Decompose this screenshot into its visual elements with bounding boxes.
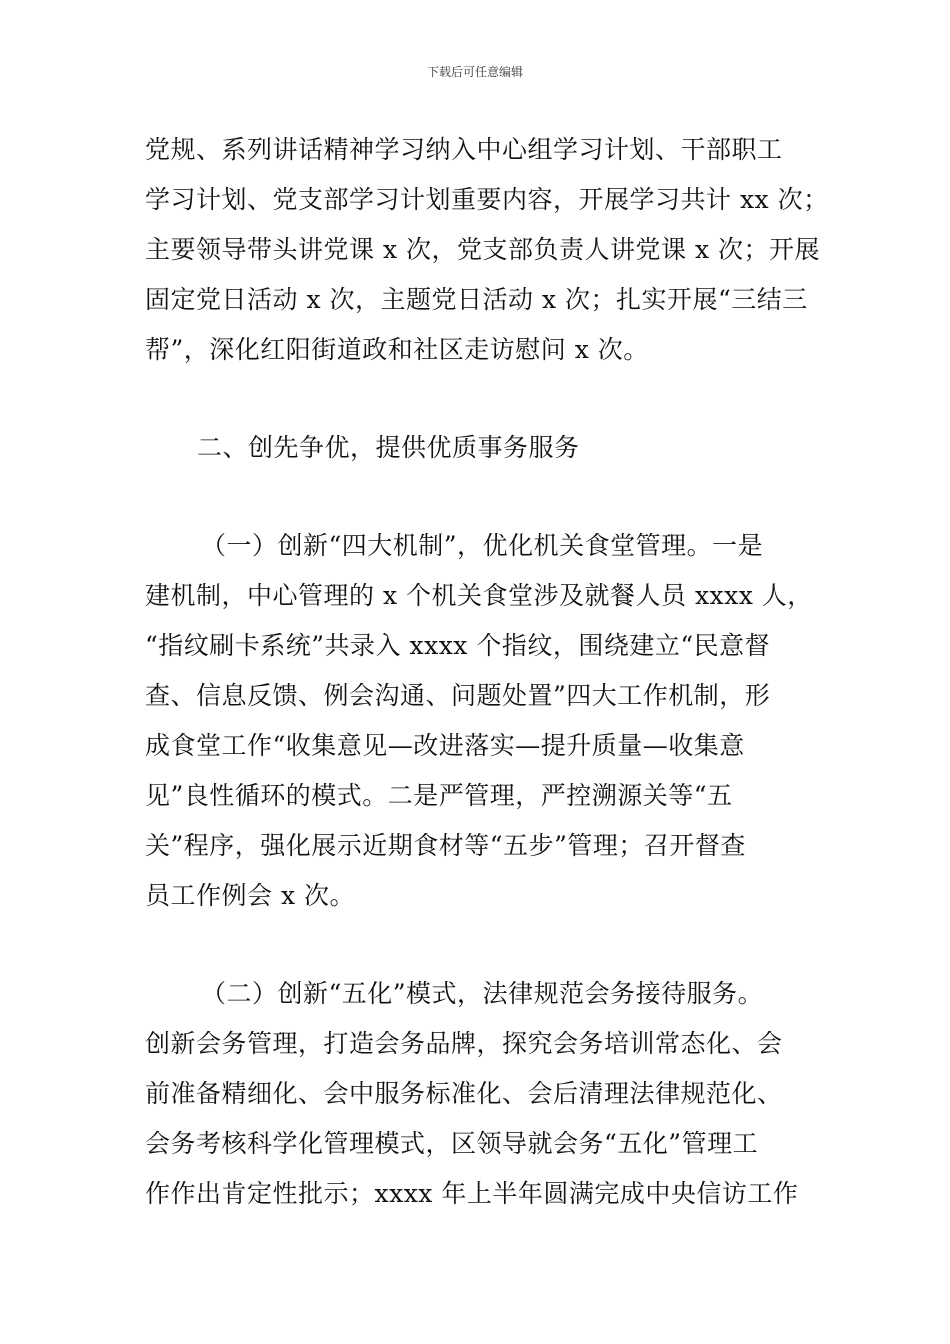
text-line: 作作出肯定性批示；xxxx 年上半年圆满完成中央信访工作 <box>145 1179 799 1208</box>
text-line: 员工作例会 x 次。 <box>145 881 355 910</box>
paragraph-gap <box>145 375 810 423</box>
text-line: 建机制，中心管理的 x 个机关食堂涉及就餐人员 xxxx 人， <box>145 581 813 610</box>
text-line: （一）创新“四大机制”，优化机关食堂管理。一是 <box>201 531 764 560</box>
text-line: 帮”，深化红阳街道政和社区走访慰问 x 次。 <box>145 335 649 364</box>
text-line: （二）创新“五化”模式，法律规范会务接待服务。 <box>201 979 764 1008</box>
paragraph-canteen-management <box>145 521 813 921</box>
document-body <box>145 125 829 1219</box>
text-line: 学习计划、党支部学习计划重要内容，开展学习共计 xx 次； <box>145 185 829 214</box>
text-line: 固定党日活动 x 次，主题党日活动 x 次；扎实开展“三结三 <box>145 285 808 314</box>
section-heading <box>145 423 810 473</box>
paragraph-gap <box>145 473 810 521</box>
text-line: “指纹刷卡系统”共录入 xxxx 个指纹，围绕建立“民意督 <box>145 631 771 660</box>
page-header: 下载后可任意编辑 <box>426 65 523 79</box>
text-line: 成食堂工作“收集意见—改进落实—提升质量—收集意 <box>145 731 745 760</box>
paragraph-study-activities <box>145 125 829 375</box>
text-line: 查、信息反馈、例会沟通、问题处置”四大工作机制，形 <box>145 681 771 710</box>
text-line: 二、创先争优，提供优质事务服务 <box>197 433 580 462</box>
text-line: 会务考核科学化管理模式，区领导就会务“五化”管理工 <box>145 1129 759 1158</box>
text-line: 关”程序，强化展示近期食材等“五步”管理；召开督查 <box>145 831 746 860</box>
text-line: 创新会务管理，打造会务品牌，探究会务培训常态化、会 <box>145 1029 783 1058</box>
text-line: 党规、系列讲话精神学习纳入中心组学习计划、干部职工 <box>145 135 783 164</box>
text-line: 见”良性循环的模式。二是严管理，严控溯源关等“五 <box>145 781 733 810</box>
text-line: 前准备精细化、会中服务标准化、会后清理法律规范化、 <box>145 1079 783 1108</box>
paragraph-gap <box>145 921 810 969</box>
paragraph-meeting-services <box>145 969 810 1219</box>
text-line: 主要领导带头讲党课 x 次，党支部负责人讲党课 x 次；开展 <box>145 235 820 264</box>
